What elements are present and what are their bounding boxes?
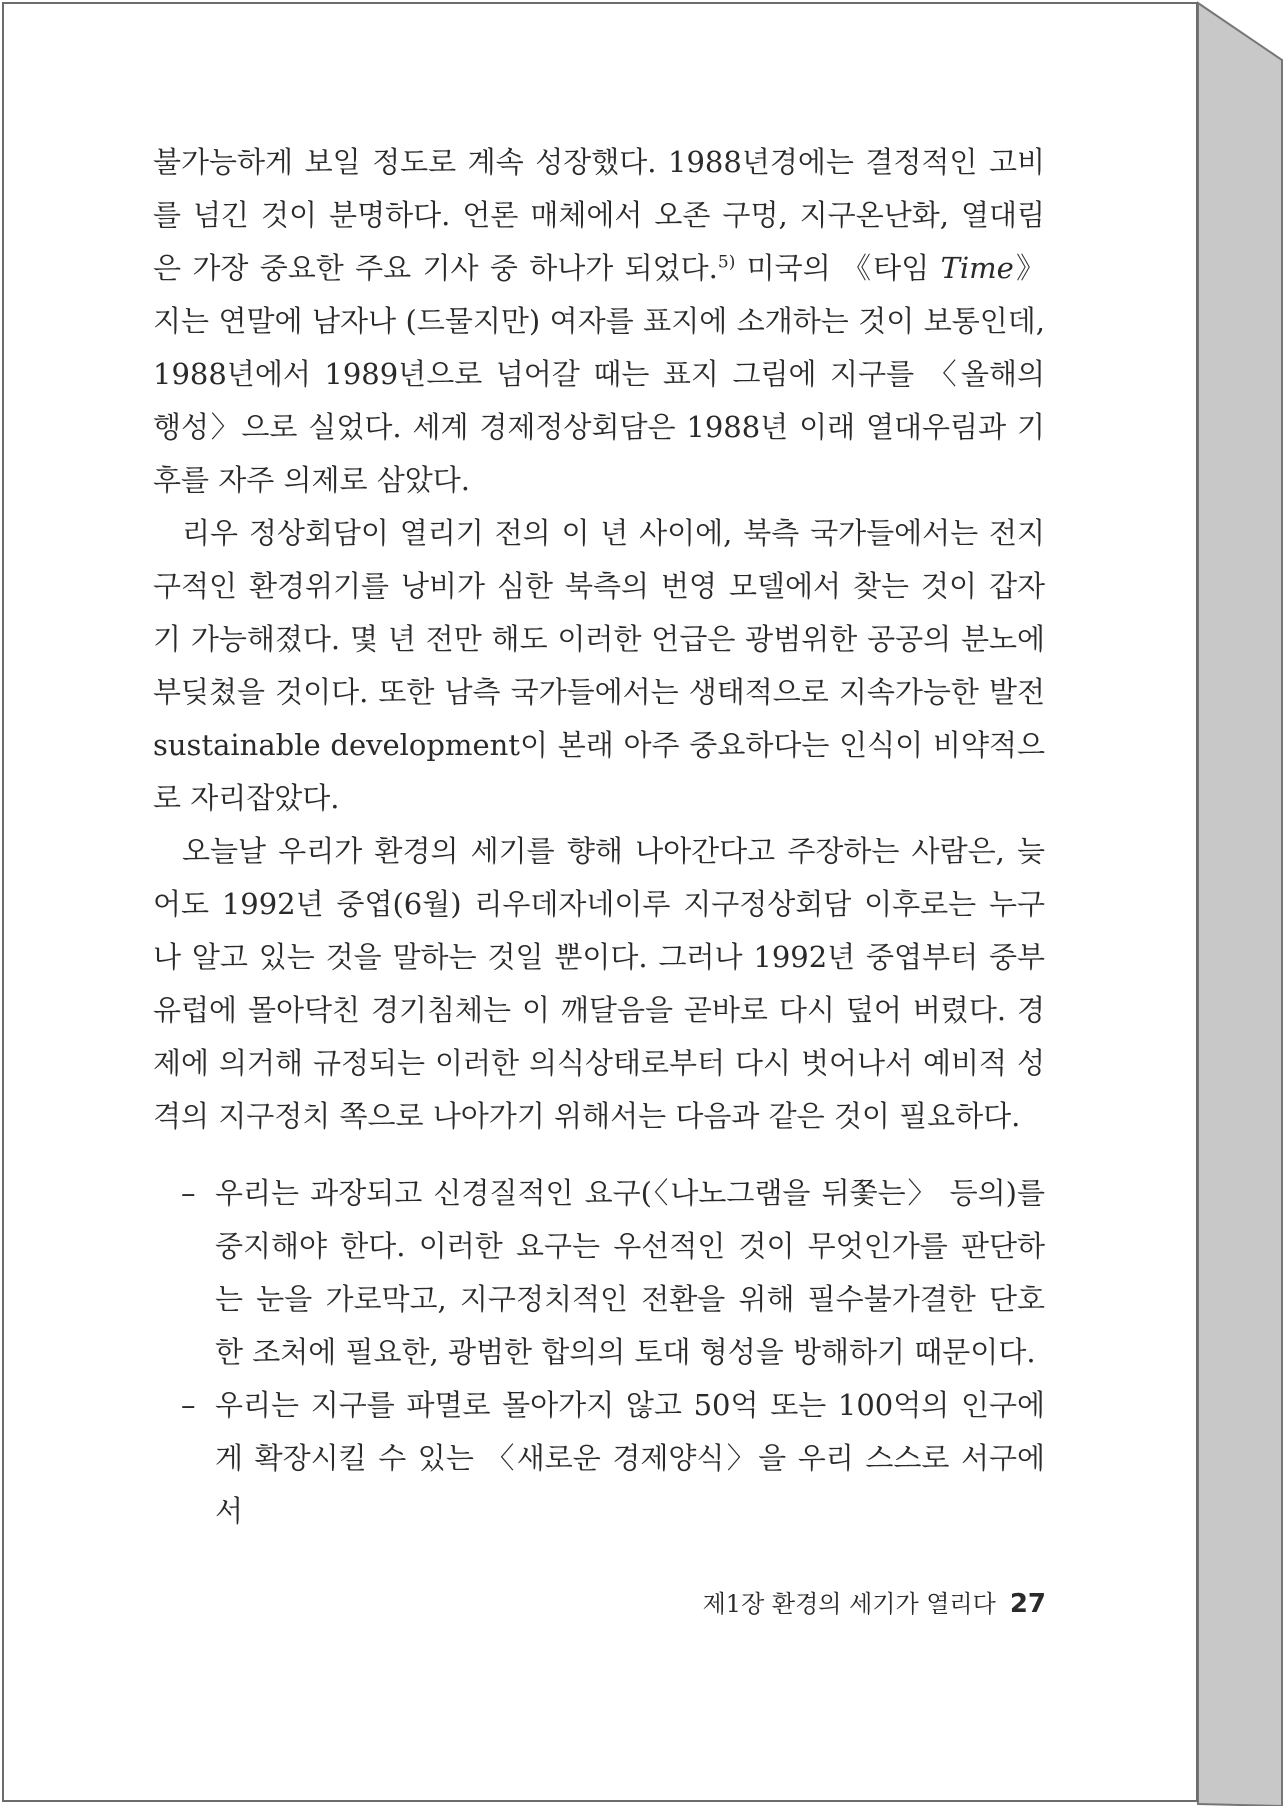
chapter-title: 제1장 환경의 세기가 열리다 <box>702 1590 996 1618</box>
paragraph-1-text-b: 미국의 《타임 <box>735 251 941 285</box>
bullet-dash: – <box>181 1176 196 1210</box>
page-number: 27 <box>1009 1589 1046 1619</box>
bullet-item-2-text: 우리는 지구를 파멸로 몰아가지 않고 50억 또는 100억의 인구에게 확장시킬 수 있는 〈새로운 경제양식〉을 우리 스스로 서구에서 <box>215 1388 1045 1528</box>
magazine-title-italic: Time <box>940 251 1014 285</box>
running-footer <box>600 1584 1046 1619</box>
paragraph-1 <box>153 136 1045 507</box>
bullet-item-2 <box>153 1379 1045 1538</box>
paragraph-2 <box>153 507 1045 825</box>
paragraph-1-text-c: 》지는 연말에 남자나 (드물지만) 여자를 표지에 소개하는 것이 보통인데, 1988년에서 1989년으로 넘어갈 때는 표지 그림에 지구를 〈올해의 행성〉으로 실었다. 세계 경제정상회담은 1988년 이래 열대우림과 기후를 자주 의제로 삼았다. <box>153 251 1045 497</box>
bullet-list <box>153 1167 1045 1538</box>
footnote-reference: 5) <box>717 252 736 273</box>
bullet-item-1-text: 우리는 과장되고 신경질적인 요구(〈나노그램을 뒤쫓는〉 등의)를 중지해야 한다. 이러한 요구는 우선적인 것이 무엇인가를 판단하는 눈을 가로막고, 지구정치적인 전환을 위해 필수불가결한 단호한 조처에 필요한, 광범한 합의의 토대 형성을 방해하기 때문이다. <box>215 1176 1045 1369</box>
paragraph-3 <box>153 825 1045 1143</box>
page-body <box>153 136 1045 1538</box>
book-edge-shading <box>1198 3 1282 1806</box>
paragraph-3-text: 오늘날 우리가 환경의 세기를 향해 나아간다고 주장하는 사람은, 늦어도 1992년 중엽(6월) 리우데자네이루 지구정상회담 이후로는 누구나 알고 있는 것을 말하는 것일 뿐이다. 그러나 1992년 중엽부터 중부유럽에 몰아닥친 경기침체는 이 깨달음을 곧바로 다시 덮어 버렸다. 경제에 의거해 규정되는 이러한 의식상태로부터 다시 벗어나서 예비적 성격의 지구정치 쪽으로 나아가기 위해서는 다음과 같은 것이 필요하다. <box>153 834 1045 1133</box>
paragraph-2-text: 리우 정상회담이 열리기 전의 이 년 사이에, 북측 국가들에서는 전지구적인 환경위기를 낭비가 심한 북측의 번영 모델에서 찾는 것이 갑자기 가능해졌다. 몇 년 전만 해도 이러한 언급은 광범위한 공공의 분노에 부딪쳤을 것이다. 또한 남측 국가들에서는 생태적으로 지속가능한 발전 sustainable development이 본래 아주 중요하다는 인식이 비약적으로 자리잡았다. <box>153 516 1045 815</box>
paragraph-1-text-a: 불가능하게 보일 정도로 계속 성장했다. 1988년경에는 결정적인 고비를 넘긴 것이 분명하다. 언론 매체에서 오존 구멍, 지구온난화, 열대림은 가장 중요한 주요 기사 중 하나가 되었다. <box>153 145 1045 285</box>
bullet-dash: – <box>181 1388 196 1422</box>
bullet-item-1 <box>153 1167 1045 1379</box>
